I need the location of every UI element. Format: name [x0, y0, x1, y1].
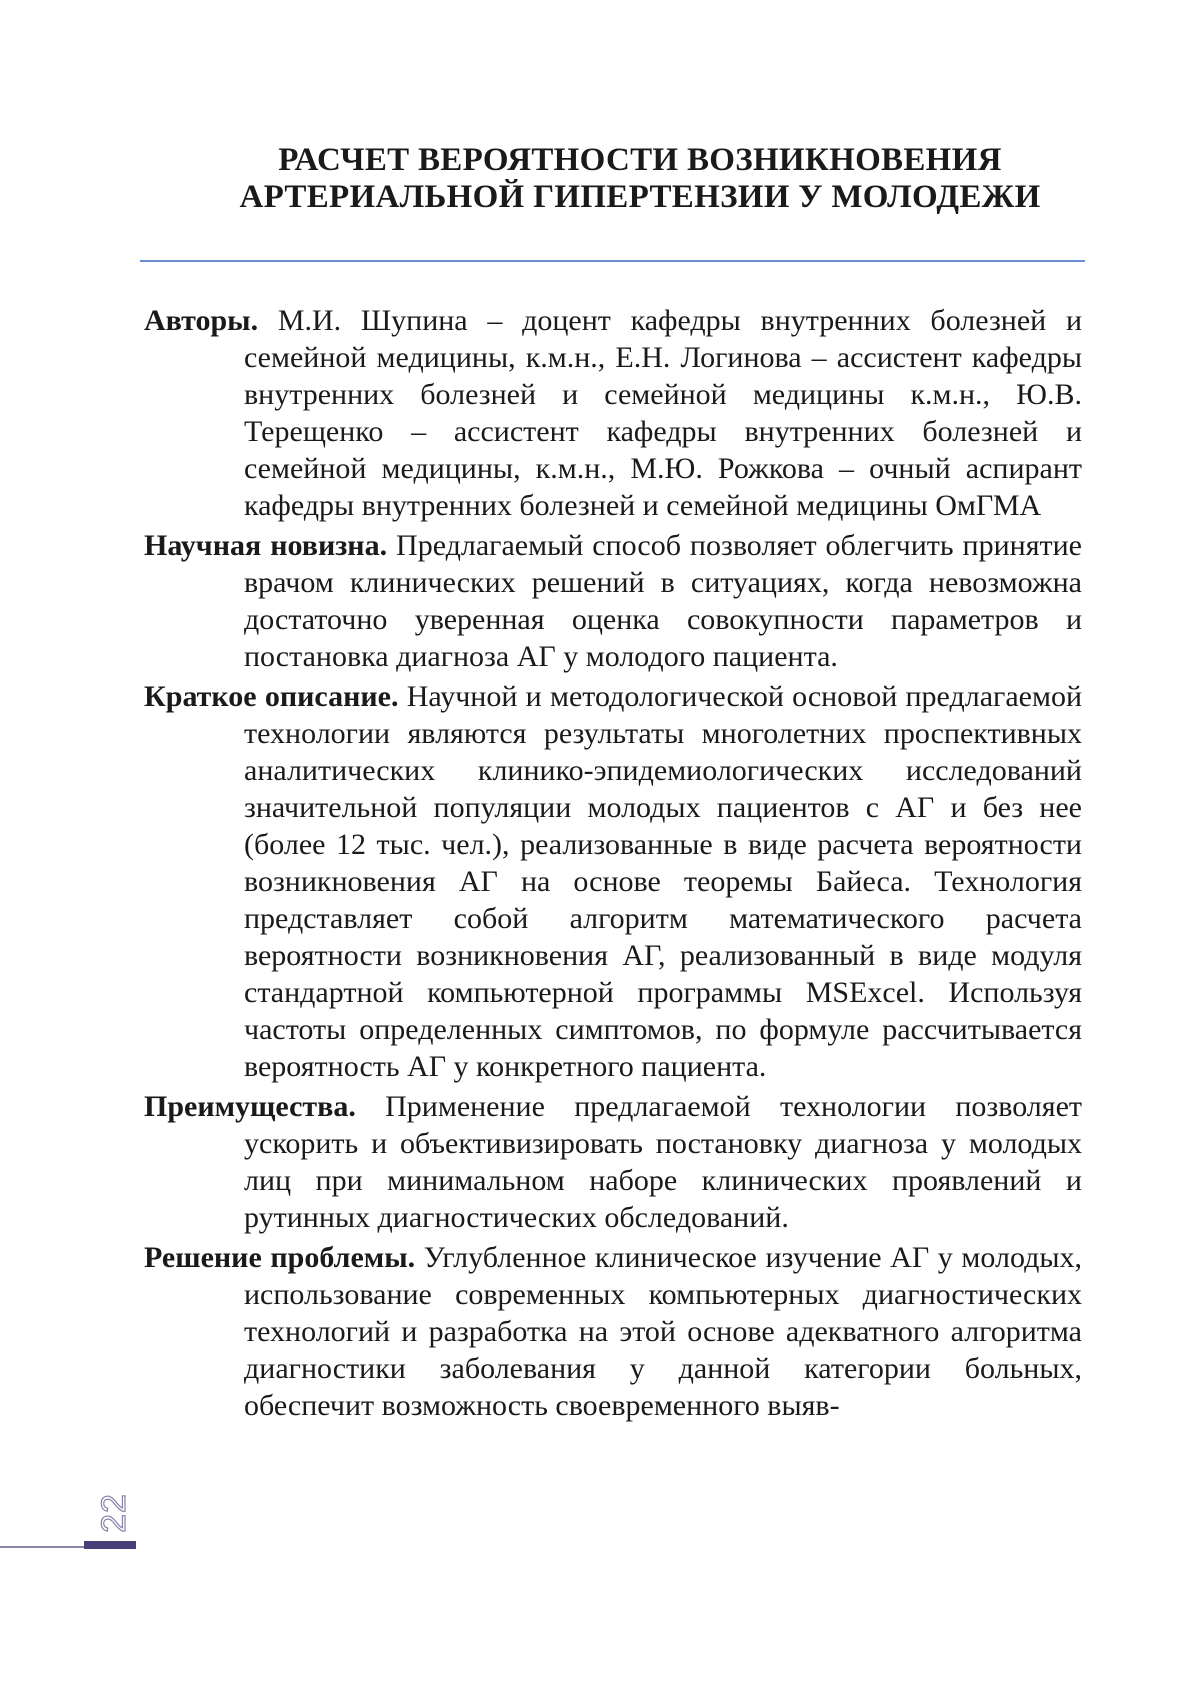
section-label: Преимущества.	[144, 1090, 356, 1123]
page-marker-bar	[84, 1541, 136, 1549]
title-line-2: АРТЕРИАЛЬНОЙ ГИПЕРТЕНЗИИ У МОЛОДЕЖИ	[239, 179, 1041, 215]
title-divider	[140, 260, 1085, 262]
section-problem-solution	[144, 1239, 1082, 1424]
title-line-1: РАСЧЕТ ВЕРОЯТНОСТИ ВОЗНИКНОВЕНИЯ	[278, 142, 1002, 178]
section-text: Применение предлагаемой технологии позволяет ускорить и объективизировать постановку диагноза у молодых лиц при минимальном наборе клинических проявлений и рутинных диагностических обследований.	[244, 1090, 1082, 1234]
section-text: М.И. Шупина – доцент кафедры внутренних болезней и семейной медицины, к.м.н., Е.Н. Логинова – ассистент кафедры внутренних болезней и семейной медицины к.м.н., Ю.В. Терещенко – ассистент кафедры внутренних болезней и семейной медицины, к.м.н., М.Ю. Рожкова – очный аспирант кафедры внутренних болезней и семейной медицины ОмГМА	[244, 304, 1083, 522]
section-novelty	[144, 527, 1082, 675]
section-advantages	[144, 1088, 1082, 1236]
page-number: 22	[94, 1493, 133, 1533]
section-text: Предлагаемый способ позволяет облегчить принятие врачом клинических решений в ситуациях, когда невозможна достаточно уверенная оценка совокупности параметров и постановка диагноза АГ у молодого пациента.	[244, 529, 1082, 673]
section-label: Авторы.	[144, 304, 259, 337]
section-label: Краткое описание.	[144, 680, 399, 713]
section-label: Научная новизна.	[144, 529, 388, 562]
section-text: Научной и методологической основой предлагаемой технологии являются результаты многолетних проспективных аналитических клинико-эпидемиологических исследований значительной популяции молодых пациентов с АГ и без нее (более 12 тыс. чел.), реализованные в виде расчета вероятности возникновения АГ на основе теоремы Байеса. Технология представляет собой алгоритм математического расчета вероятности возникновения АГ, реализованный в виде модуля стандартной компьютерной программы MSExcel. Используя частоты определенных симптомов, по формуле рассчитывается вероятность АГ у конкретного пациента.	[244, 680, 1083, 1083]
section-description	[144, 678, 1082, 1085]
section-authors	[144, 302, 1082, 524]
document-body	[144, 302, 1082, 1427]
page-edge-line	[0, 1546, 84, 1548]
section-text: Углубленное клиническое изучение АГ у молодых, использование современных компьютерных диагностических технологий и разработка на этой основе адекватного алгоритма диагностики заболевания у данной категории больных, обеспечит возможность своевременного выяв-	[244, 1241, 1083, 1422]
section-label: Решение проблемы.	[144, 1241, 416, 1274]
document-title	[140, 142, 1140, 216]
